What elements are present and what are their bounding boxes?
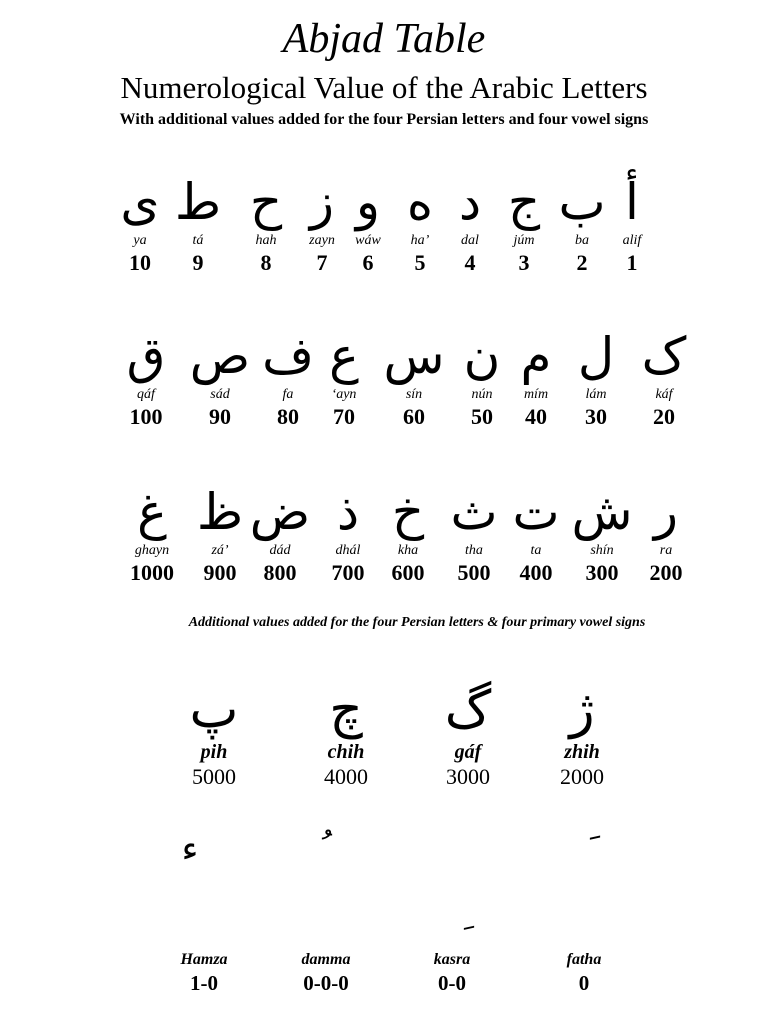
letter-value: 90: [209, 404, 231, 429]
letter-value: 2: [576, 250, 588, 275]
letter-value: 800: [263, 560, 297, 585]
letter-value: 70: [333, 404, 355, 429]
letter-name: chih: [327, 741, 365, 763]
letter-name: tá: [192, 233, 204, 248]
letter-glyph: ق: [126, 327, 166, 385]
letter-name: ha’: [410, 233, 430, 248]
letter-glyph: و: [355, 173, 381, 231]
hamza-mark: ء: [181, 829, 199, 870]
letter-value: 40: [525, 404, 547, 429]
letter-glyph: م: [520, 327, 552, 385]
letter-name: shín: [590, 543, 614, 558]
letter-name: sín: [405, 387, 423, 402]
letter-glyph: د: [458, 173, 482, 231]
letter-name: lám: [585, 387, 607, 402]
letter-glyph: ک: [641, 327, 687, 385]
letter-name: nún: [471, 387, 493, 402]
letter-value: 1000: [130, 560, 174, 585]
letter-name: hah: [255, 233, 277, 248]
letter-glyph: ص: [189, 327, 251, 385]
letter-name: ra: [659, 543, 673, 558]
letter-glyph: ع: [329, 327, 359, 385]
letter-glyph: ت: [512, 483, 560, 541]
letter-glyph: ه: [406, 173, 434, 231]
letter-value: 4: [464, 250, 476, 275]
letter-value: 600: [391, 560, 425, 585]
letter-glyph: ذ: [336, 483, 360, 541]
letter-name: dhál: [335, 543, 361, 558]
letter-name: gáf: [454, 741, 482, 763]
damma-mark: [298, 830, 338, 870]
letter-name: qáf: [137, 387, 155, 402]
letter-name: alif: [622, 233, 642, 248]
letter-glyph: ض: [249, 483, 311, 541]
letter-value: 60: [403, 404, 425, 429]
letter-value: 8: [260, 250, 272, 275]
letter-name: ba: [575, 233, 589, 248]
letter-cell-alif: [592, 172, 672, 276]
letter-name: wáw: [355, 233, 381, 248]
letter-glyph: خ: [391, 483, 425, 541]
letter-name: dád: [269, 543, 291, 558]
letter-value: 50: [471, 404, 493, 429]
letter-value: 3000: [446, 764, 490, 789]
letter-glyph: چ: [329, 680, 363, 740]
letter-value: 4000: [324, 764, 368, 789]
letter-value: 6: [362, 250, 374, 275]
vowel-name: damma: [301, 951, 351, 968]
persian-cell-gaf: [428, 680, 508, 790]
letter-name: fa: [282, 387, 294, 402]
letter-glyph: أ: [625, 173, 639, 231]
letter-glyph: ل: [577, 327, 615, 385]
letter-glyph: ث: [450, 483, 498, 541]
letter-name: ghayn: [134, 543, 170, 558]
letter-name: pih: [200, 741, 228, 763]
letter-cell-ra: [626, 482, 706, 586]
letter-value: 400: [519, 560, 553, 585]
letter-value: 7: [316, 250, 328, 275]
letter-value: 9: [192, 250, 204, 275]
letter-name: dal: [461, 233, 479, 248]
vowel-cell-fatha: [534, 950, 634, 996]
letter-name: sád: [210, 387, 230, 402]
letter-cell-ayn: [304, 326, 384, 430]
persian-cell-zhih: [542, 680, 622, 790]
letter-value: 2000: [560, 764, 604, 789]
letter-name: tha: [465, 543, 483, 558]
letter-value: 900: [203, 560, 237, 585]
letter-value: 20: [653, 404, 675, 429]
letter-glyph: س: [383, 327, 445, 385]
letter-glyph: ب: [558, 173, 606, 231]
page-title: Abjad Table: [282, 16, 486, 62]
letter-name: ‘ayn: [331, 387, 357, 402]
letter-glyph: ژ: [569, 680, 595, 740]
letter-glyph: پ: [189, 680, 239, 740]
vowel-name: fatha: [566, 951, 602, 968]
vowel-value: 1-0: [190, 971, 218, 995]
letter-glyph: گ: [444, 680, 492, 740]
letter-value: 5000: [192, 764, 236, 789]
fatha-mark: [566, 830, 606, 870]
letter-name: zayn: [309, 233, 335, 248]
page-subheading: With additional values added for the four Persian letters and four vowel signs: [119, 111, 649, 128]
persian-cell-pih: [174, 680, 254, 790]
letter-name: kha: [397, 543, 419, 558]
letter-cell-qaf: [106, 326, 186, 430]
letter-value: 100: [129, 404, 163, 429]
letter-glyph: ر: [653, 483, 679, 541]
letter-value: 30: [585, 404, 607, 429]
letter-value: 1: [626, 250, 638, 275]
letter-cell-kaf: [624, 326, 704, 430]
letter-value: 500: [457, 560, 491, 585]
page-subtitle: Numerological Value of the Arabic Letters: [120, 70, 648, 105]
vowel-cell-hamza: [154, 950, 254, 996]
letter-value: 80: [277, 404, 299, 429]
vowel-cell-kasra: [402, 950, 502, 996]
letter-value: 300: [585, 560, 619, 585]
letter-glyph: ى: [120, 173, 160, 231]
letter-glyph: ن: [463, 327, 501, 385]
letter-glyph: ظ: [196, 483, 244, 541]
letter-glyph: ش: [571, 483, 633, 541]
vowel-cell-damma: [276, 950, 376, 996]
letter-name: ya: [133, 233, 147, 248]
letter-name: káf: [655, 387, 673, 402]
letter-value: 3: [518, 250, 530, 275]
vowel-value: 0: [578, 971, 590, 995]
letter-name: júm: [513, 233, 535, 248]
letter-glyph: ف: [262, 327, 314, 385]
letter-glyph: ح: [249, 173, 283, 231]
letter-name: mím: [523, 387, 549, 402]
letter-glyph: غ: [137, 483, 167, 541]
letter-value: 5: [414, 250, 426, 275]
letter-name: zhih: [564, 741, 600, 763]
letter-value: 200: [649, 560, 683, 585]
letter-glyph: ج: [507, 173, 541, 231]
persian-cell-chih: [306, 680, 386, 790]
vowel-name: Hamza: [180, 951, 228, 968]
vowel-value: 0-0: [438, 971, 466, 995]
letter-value: 10: [129, 250, 151, 275]
letter-glyph: ز: [309, 173, 335, 231]
letter-value: 700: [331, 560, 365, 585]
letter-name: ta: [530, 543, 542, 558]
letter-glyph: ط: [174, 173, 222, 231]
vowel-name: kasra: [433, 951, 471, 968]
letter-name: zá’: [211, 543, 229, 558]
kasra-mark: [440, 894, 480, 934]
persian-note: Additional values added for the four Persian letters & four primary vowel signs: [188, 615, 646, 630]
vowel-value: 0-0-0: [303, 971, 349, 995]
